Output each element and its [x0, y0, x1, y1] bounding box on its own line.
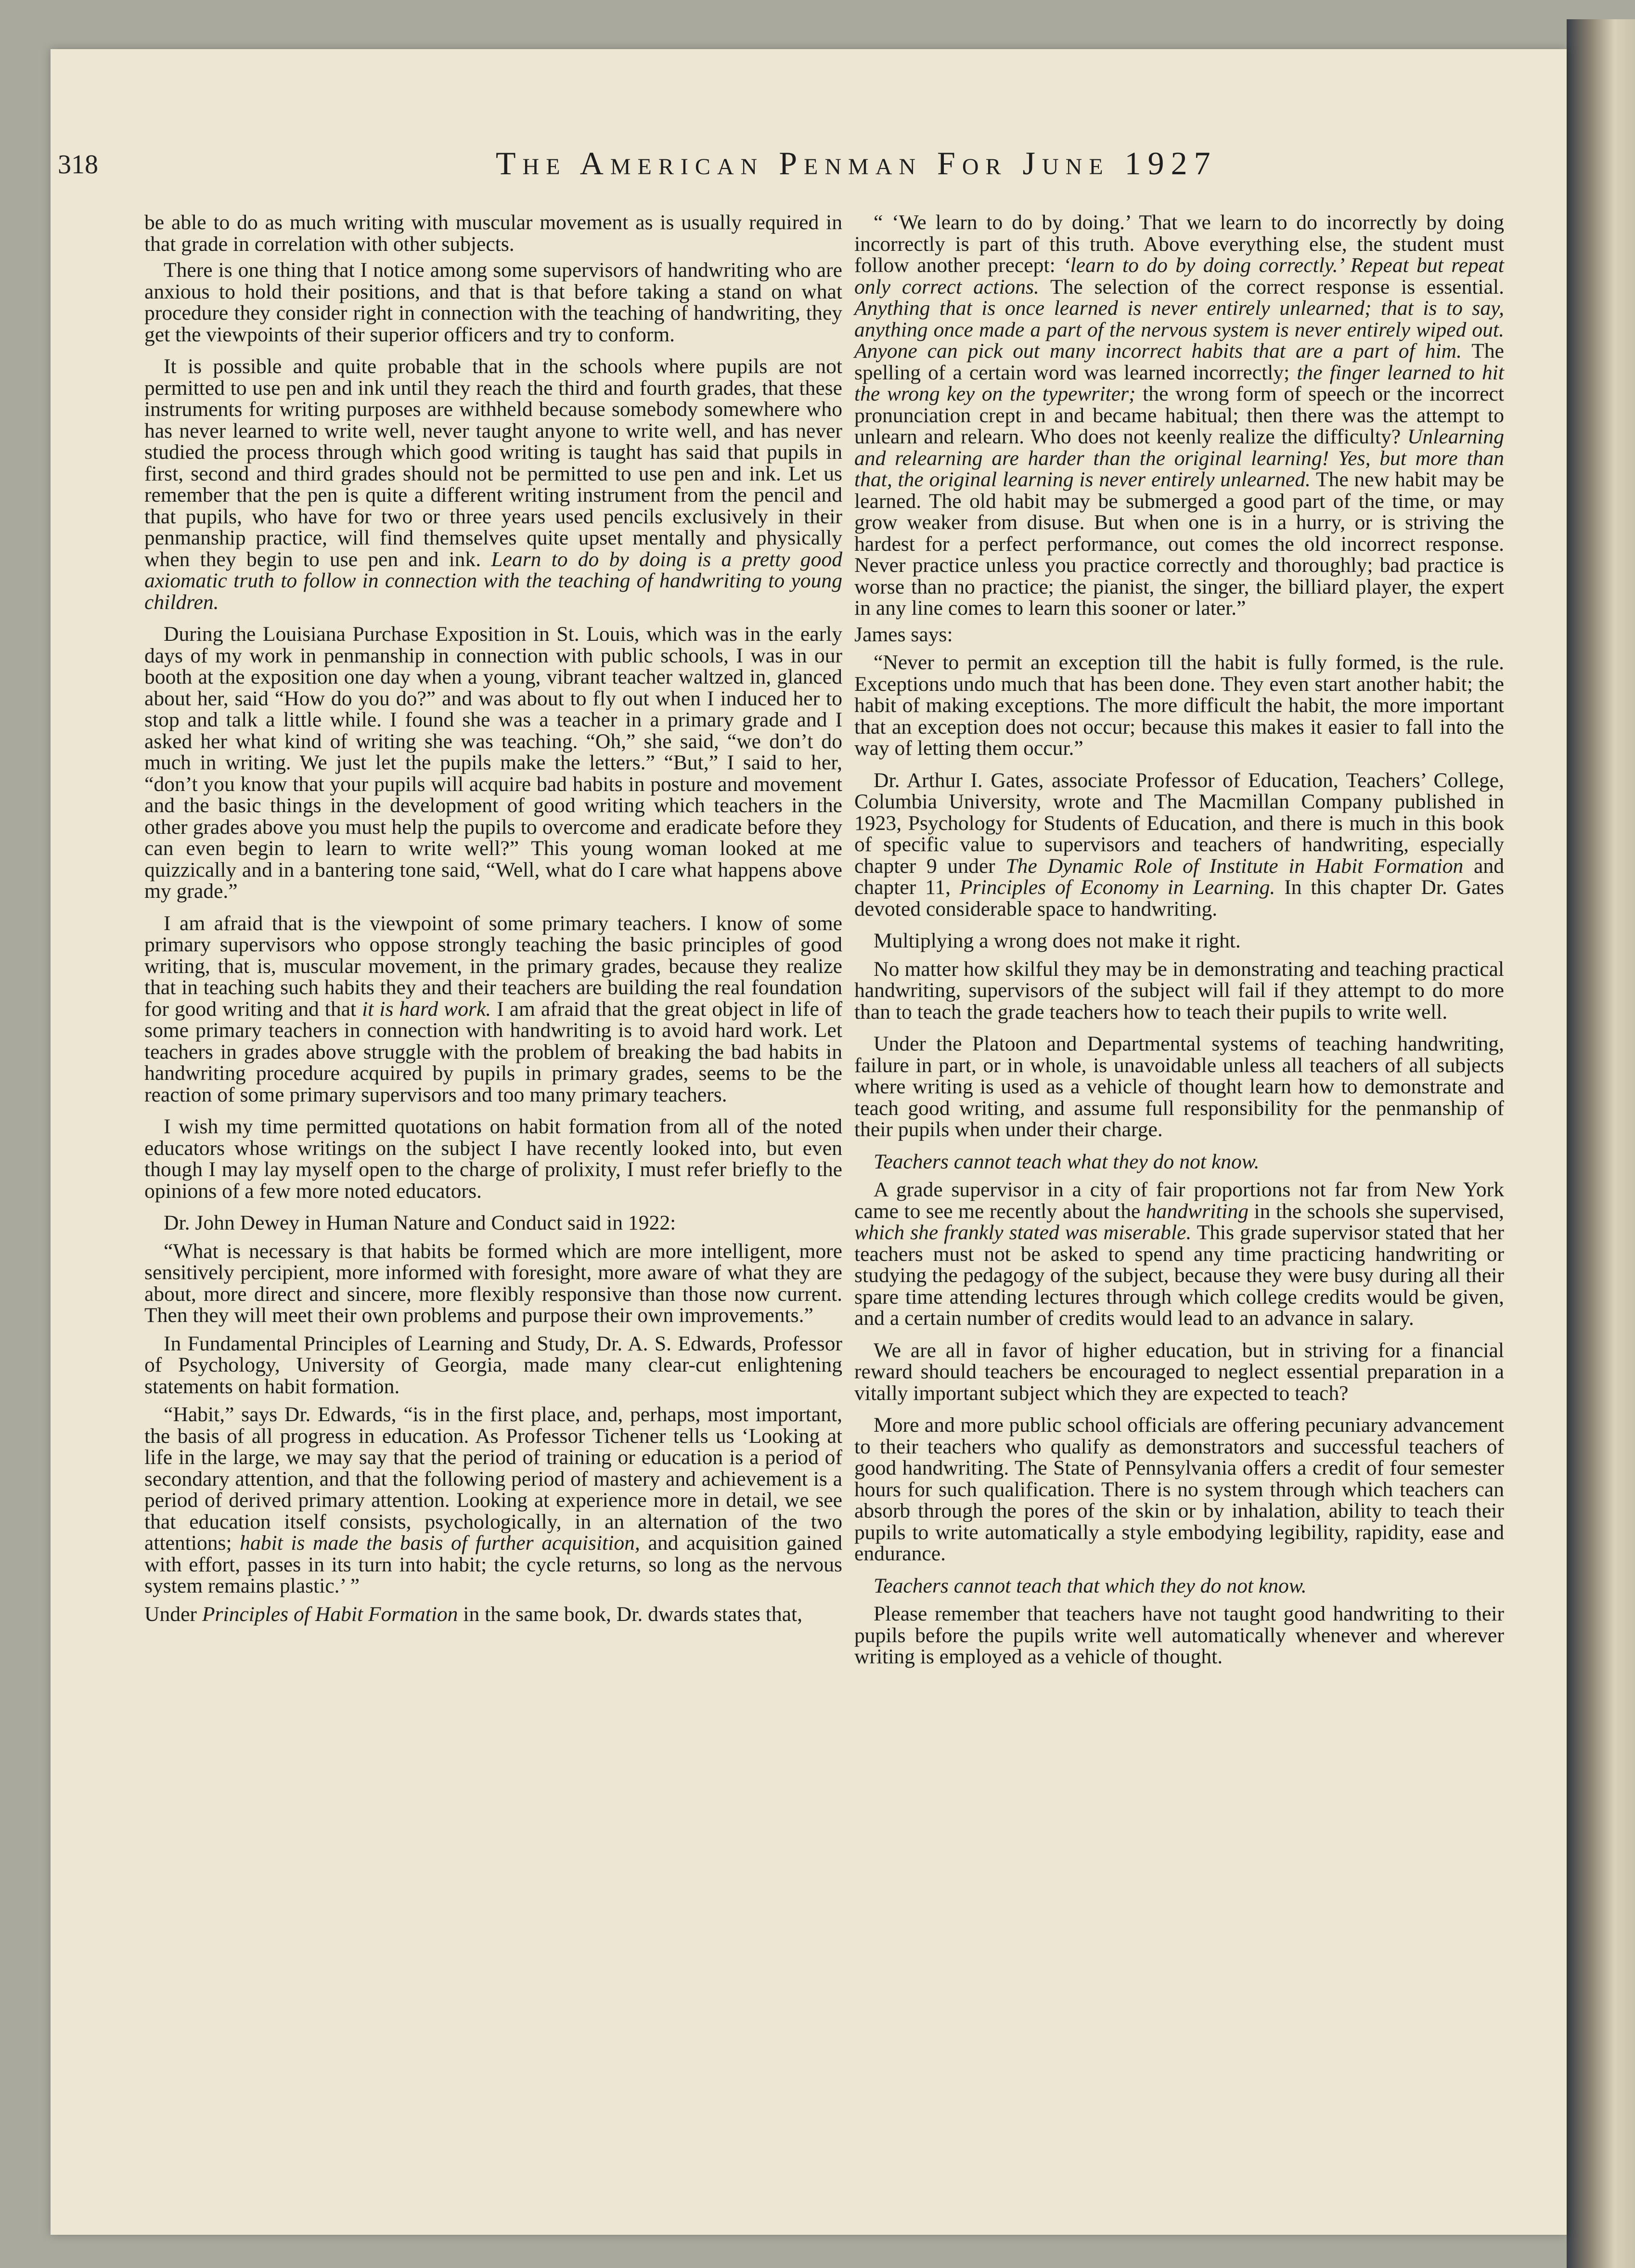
text-run: This grade supervisor stated that her teachers must not be asked to spend any time practicing handwriting or studying the pedagogy of the subject, because they were busy during all their spare time attending lectures through which college credits would be given, and a certain number of credits would lead to an advance in salary. — [854, 1221, 1504, 1330]
left-column — [144, 212, 842, 1630]
italic-text: habit is made the basis of further acquisition, — [240, 1531, 640, 1555]
text-run: I am afraid that is the viewpoint of some primary teachers. I know of some primary supervisors who oppose strongly teaching the basic principles of good writing, that is, muscular movement, in the primary grades, because they realize that in teaching such habits they and their teachers are building the real foundation for good writing and that — [144, 911, 842, 1021]
paragraph: During the Louisiana Purchase Exposition in St. Louis, which was in the early days of my work in penmanship in connection with public schools, I was in our booth at the exposition one day when a young, vibrant teacher waltzed in, glanced about her, said “How do you do?” and was about to fly out when I induced her to stop and talk a little while. I found she was a teacher in a primary grade and I asked her what kind of writing she was teaching. “Oh,” she said, “we don’t do much in writing. We just let the pupils make the letters.” “But,” I said to her, “don’t you know that your pupils will acquire bad habits in posture and movement and the basic things in the development of good writing which teachers in the other grades above you must help the pupils to overcome and eradicate before they can even begin to learn to write well?” This young woman looked at me quizzically and in a bantering tone said, “Well, what do I care what happens above my grade.” — [144, 622, 842, 903]
italic-text: it is hard work. — [362, 997, 491, 1021]
italic-text: Teachers cannot teach what they do not know. — [874, 1150, 1260, 1173]
text-run: It is possible and quite probable that in the schools where pupils are not permitted to use pen and ink until they reach the third and fourth grades, that these instruments for writing purposes are withheld because somebody somewhere who has never learned to write well, never taught anyone to write well, and has never studied the process through which good writing is taught has said that pupils in first, second and third grades should not be permitted to use pen and ink. Let us remember that the pen is quite a different writing instrument from the pencil and that pupils, who have for two or three years used pencils exclusively in their penmanship practice, will find themselves quite upset mentally and physically when they begin to use pen and ink. — [144, 355, 842, 571]
italic-text: Teachers cannot teach that which they do not know. — [874, 1574, 1307, 1597]
quote-paragraph: “What is necessary is that habits be formed which are more intelligent, more sensitively percipient, more informed with foresight, more aware of what they are about, more direct and sincere, more flexibly responsive than those now current. Then they will meet their own problems and purpose their own improvements.” — [144, 1239, 842, 1327]
paragraph — [854, 1179, 1504, 1329]
quote-paragraph: “Never to permit an exception till the habit is fully formed, is the rule. Exceptions undo much that has been done. They even start another habit; the habit of making exceptions. The more difficult the habit, the more important that an exception does not occur; because this makes it easier to fall into the way of letting them occur.” — [854, 651, 1504, 760]
text-run: “ ‘We learn to do by doing.’ That we learn to do incorrectly by doing incorrectly is part of this truth. Above everything else, the student must follow another precept: — [854, 211, 1504, 277]
italic-text: Principles of Habit Formation — [202, 1602, 458, 1626]
text-run: The spelling of a certain word was learned incorrectly; — [854, 339, 1504, 384]
text-run: and acquisition gained with effort, passes in its turn into habit; the cycle returns, so long as the nervous system remains plastic.’ ” — [144, 1531, 842, 1597]
right-column — [854, 212, 1504, 1672]
paragraph: There is one thing that I notice among some supervisors of handwriting who are anxious to hold their positions, and that is that before taking a stand on what procedure they consider right in connection with the teaching of handwriting, they get the viewpoints of their superior officers and try to conform. — [144, 259, 842, 346]
text-run: in the same book, Dr. dwards states that, — [463, 1602, 802, 1626]
text-run: the wrong form of speech or the incorrect pronunciation crept in and became habitual; then there was the attempt to unlearn and relearn. Who does not keenly realize the difficulty? — [854, 382, 1504, 448]
paragraph — [144, 913, 842, 1106]
paragraph: Under the Platoon and Departmental systems of teaching handwriting, failure in part, or in whole, is unavoidable unless all teachers of all subjects where writing is used as a vehicle of thought learn how to demonstrate and teach good writing, and assume full responsibility for the penmanship of their pupils when under their charge. — [854, 1032, 1504, 1141]
italic-text: Unlearning and relearning are harder than the original learning! Yes, but more than that, the original learning is never entirely unlearned. — [854, 425, 1504, 491]
paragraph: Multiplying a wrong does not make it right. — [874, 929, 1241, 952]
paragraph — [854, 770, 1504, 920]
paragraph: Please remember that teachers have not taught good handwriting to their pupils before the pupils write well automatically whenever and wherever writing is employed as a vehicle of thought. — [854, 1602, 1504, 1668]
text-run: in the schools she supervised, — [1254, 1199, 1504, 1223]
italic-text: Anything that is once learned is never entirely unlearned; that is to say, anything once made a part of the nervous system is never entirely wiped out. Anyone can pick out many incorrect habits that are a part of him. — [854, 297, 1504, 363]
paragraph: I wish my time permitted quotations on habit formation from all of the noted educators whose writings on the subject I have recently looked into, but even though I may lay myself open to the charge of prolixity, I must refer briefly to the opinions of a few more noted educators. — [144, 1115, 842, 1203]
page-number: 318 — [58, 150, 98, 180]
text-run: I am afraid that the great object in life of some primary teachers in connection with handwriting is to avoid hard work. Let teachers in grades above struggle with the problem of breaking the bad habits in handwriting procedure acquired by pupils in primary grades, seems to be the reaction of some primary supervisors and too many primary teachers. — [144, 997, 842, 1106]
text-run: “Habit,” says Dr. Edwards, “is in the first place, and, perhaps, most important, the basis of all progress in education. As Professor Tichener tells us ‘Looking at life in the large, we may say that the period of training or education is a period of secondary attention, and that the following period of mastery and achievement is a period of derived primary attention. Looking at experience more in detail, we see that education itself consists, psychologically, in an alternation of the two attentions; — [144, 1403, 842, 1555]
italic-text: The Dynamic Role of Institute in Habit Formation — [1005, 854, 1464, 878]
italic-text: which she frankly stated was miserable. — [854, 1221, 1192, 1244]
text-run: In this chapter Dr. Gates devoted considerable space to handwriting. — [854, 876, 1504, 920]
paragraph: In Fundamental Principles of Learning and Study, Dr. A. S. Edwards, Professor of Psychology, University of Georgia, made many clear-cut enlightening statements on habit formation. — [144, 1332, 842, 1398]
quote-paragraph — [144, 1404, 842, 1597]
paragraph: be able to do as much writing with muscular movement as is usually required in that grade in correlation with other subjects. — [144, 211, 842, 256]
paragraph: James says: — [854, 622, 953, 646]
text-run: and chapter 11, — [854, 854, 1504, 899]
text-run: A grade supervisor in a city of fair proportions not far from New York came to see me recently about the — [854, 1178, 1504, 1223]
paragraph — [144, 356, 842, 613]
italic-heading — [854, 1575, 1504, 1597]
paragraph: More and more public school officials are offering pecuniary advancement to their teachers who qualify as demonstrators and successful teachers of good handwriting. The State of Pennsylvania offers a credit of four semester hours for such qualification. There is no system through which teachers can absorb through the pores of the skin or by inhalation, ability to teach their pupils to write automatically a style embodying legibility, rapidity, ease and endurance. — [854, 1413, 1504, 1565]
paragraph: Dr. John Dewey in Human Nature and Conduct said in 1922: — [164, 1211, 676, 1234]
paragraph: No matter how skilful they may be in demonstrating and teaching practical handwriting, supervisors of the subject will fail if they attempt to do more than to teach the grade teachers how to teach their pupils to write well. — [854, 957, 1504, 1024]
quote-paragraph — [854, 212, 1504, 619]
text-run: The new habit may be learned. The old habit may be submerged a good part of the time, or may grow weaker from disuse. But when one is in a hurry, or is striving the hardest for a perfect performance, out comes the old incorrect response. Never practice unless you practice correctly and thoroughly; bad practice is worse than no practice; the pianist, the singer, the billiard player, the expert in any line comes to learn this sooner or later.” — [854, 468, 1504, 620]
running-head: The American Penman For June 1927 — [496, 145, 1217, 181]
italic-text: the finger learned to hit the wrong key on the typewriter; — [854, 361, 1505, 405]
italic-text: Principles of Economy in Learning. — [959, 876, 1275, 899]
italic-text: Learn to do by doing is a pretty good axiomatic truth to follow in connection with the teaching of handwriting to young children. — [144, 547, 842, 614]
page-edge-shadow — [1567, 19, 1635, 2268]
paragraph — [144, 1604, 842, 1625]
text-run: Under — [144, 1602, 197, 1626]
text-run: Dr. Arthur I. Gates, associate Professor of Education, Teachers’ College, Columbia University, wrote and The Macmillan Company published in 1923, Psychology for Students of Education, and there is much in this book of specific value to supervisors and teachers of handwriting, especially chapter 9 under — [854, 768, 1504, 878]
italic-text: handwriting — [1146, 1199, 1249, 1223]
italic-text: ‘learn to do by doing correctly.’ Repeat but repeat only correct actions. — [854, 254, 1504, 298]
italic-heading — [854, 1151, 1504, 1173]
text-run: The selection of the correct response is essential. — [1050, 275, 1504, 298]
paragraph: We are all in favor of higher education, but in striving for a financial reward should teachers be encouraged to neglect essential preparation in a vitally important subject which they are expected to teach? — [854, 1338, 1504, 1405]
